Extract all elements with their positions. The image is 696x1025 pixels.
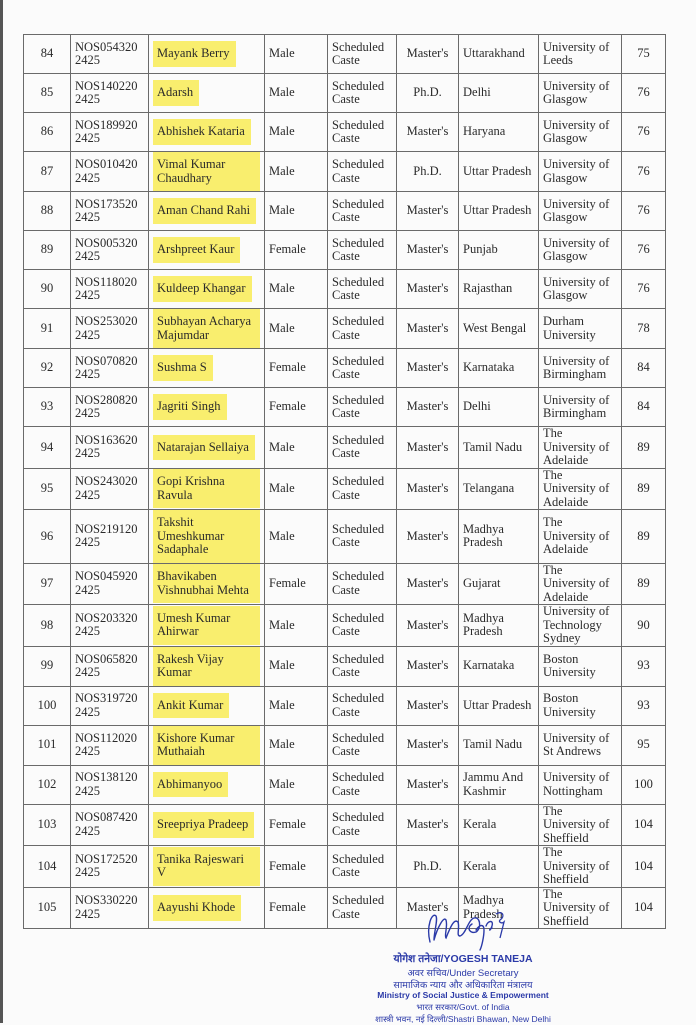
- application-id-cell: NOS330220 2425: [71, 887, 149, 929]
- course-cell: Master's: [397, 468, 459, 510]
- highlighted-name: Rakesh Vijay Kumar: [153, 647, 260, 686]
- rank-cell: 93: [622, 686, 666, 725]
- state-cell: Punjab: [459, 231, 539, 270]
- university-cell: University of Leeds: [539, 35, 622, 74]
- category-cell: Scheduled Caste: [328, 605, 397, 647]
- application-id-cell: NOS087420 2425: [71, 804, 149, 846]
- state-cell: Delhi: [459, 74, 539, 113]
- university-cell: The University of Adelaide: [539, 468, 622, 510]
- rank-cell: 100: [622, 765, 666, 804]
- table-row: [24, 231, 666, 270]
- gender-cell: Female: [265, 231, 328, 270]
- gender-cell: Female: [265, 388, 328, 427]
- rank-cell: 76: [622, 192, 666, 231]
- course-cell: Master's: [397, 887, 459, 929]
- highlighted-name: Bhavikaben Vishnubhai Mehta: [153, 564, 260, 603]
- table-row: [24, 646, 666, 686]
- serial-number-cell: 90: [24, 270, 71, 309]
- gender-cell: Male: [265, 74, 328, 113]
- serial-number-cell: 97: [24, 563, 71, 605]
- gender-cell: Male: [265, 270, 328, 309]
- university-cell: The University of Sheffield: [539, 846, 622, 888]
- highlighted-name: Jagriti Singh: [153, 394, 227, 420]
- state-cell: West Bengal: [459, 309, 539, 349]
- gender-cell: Female: [265, 804, 328, 846]
- serial-number-cell: 94: [24, 427, 71, 469]
- category-cell: Scheduled Caste: [328, 231, 397, 270]
- highlighted-name: Takshit Umeshkumar Sadaphale: [153, 510, 260, 563]
- course-cell: Ph.D.: [397, 846, 459, 888]
- serial-number-cell: 87: [24, 152, 71, 192]
- course-cell: Master's: [397, 192, 459, 231]
- state-cell: Kerala: [459, 846, 539, 888]
- state-cell: Madhya Pradesh: [459, 605, 539, 647]
- rank-cell: 75: [622, 35, 666, 74]
- rank-cell: 76: [622, 113, 666, 152]
- course-cell: Master's: [397, 309, 459, 349]
- state-cell: Tamil Nadu: [459, 725, 539, 765]
- highlighted-name: Kishore Kumar Muthaiah: [153, 726, 260, 765]
- serial-number-cell: 99: [24, 646, 71, 686]
- table-row: [24, 804, 666, 846]
- highlighted-name: Mayank Berry: [153, 41, 236, 67]
- candidate-name-cell: [149, 765, 265, 804]
- category-cell: Scheduled Caste: [328, 725, 397, 765]
- gender-cell: Male: [265, 468, 328, 510]
- application-id-cell: NOS112020 2425: [71, 725, 149, 765]
- highlighted-name: Abhishek Kataria: [153, 119, 251, 145]
- gender-cell: Male: [265, 510, 328, 564]
- candidate-name-cell: [149, 510, 265, 564]
- application-id-cell: NOS070820 2425: [71, 349, 149, 388]
- course-cell: Master's: [397, 563, 459, 605]
- university-cell: The University of Adelaide: [539, 563, 622, 605]
- candidate-name-cell: [149, 309, 265, 349]
- application-id-cell: NOS065820 2425: [71, 646, 149, 686]
- state-cell: Uttar Pradesh: [459, 152, 539, 192]
- rank-cell: 95: [622, 725, 666, 765]
- application-id-cell: NOS118020 2425: [71, 270, 149, 309]
- course-cell: Master's: [397, 605, 459, 647]
- category-cell: Scheduled Caste: [328, 427, 397, 469]
- application-id-cell: NOS203320 2425: [71, 605, 149, 647]
- category-cell: Scheduled Caste: [328, 563, 397, 605]
- serial-number-cell: 100: [24, 686, 71, 725]
- gender-cell: Male: [265, 765, 328, 804]
- state-cell: Rajasthan: [459, 270, 539, 309]
- rank-cell: 90: [622, 605, 666, 647]
- highlighted-name: Sushma S: [153, 355, 213, 381]
- application-id-cell: NOS253020 2425: [71, 309, 149, 349]
- course-cell: Master's: [397, 804, 459, 846]
- table-row: [24, 35, 666, 74]
- candidate-name-cell: [149, 605, 265, 647]
- serial-number-cell: 95: [24, 468, 71, 510]
- signature-icon: [422, 906, 512, 952]
- serial-number-cell: 93: [24, 388, 71, 427]
- candidate-name-cell: [149, 270, 265, 309]
- table-row: [24, 192, 666, 231]
- gender-cell: Male: [265, 646, 328, 686]
- gender-cell: Male: [265, 686, 328, 725]
- serial-number-cell: 91: [24, 309, 71, 349]
- serial-number-cell: 89: [24, 231, 71, 270]
- highlighted-name: Natarajan Sellaiya: [153, 435, 255, 461]
- rank-cell: 104: [622, 887, 666, 929]
- category-cell: Scheduled Caste: [328, 510, 397, 564]
- university-cell: Boston University: [539, 646, 622, 686]
- highlighted-name: Kuldeep Khangar: [153, 276, 252, 302]
- application-id-cell: NOS172520 2425: [71, 846, 149, 888]
- candidate-name-cell: [149, 804, 265, 846]
- course-cell: Master's: [397, 113, 459, 152]
- rank-cell: 76: [622, 270, 666, 309]
- candidate-name-cell: [149, 646, 265, 686]
- gender-cell: Male: [265, 309, 328, 349]
- course-cell: Master's: [397, 388, 459, 427]
- university-cell: University of Birmingham: [539, 388, 622, 427]
- gender-cell: Female: [265, 887, 328, 929]
- table-row: [24, 686, 666, 725]
- serial-number-cell: 103: [24, 804, 71, 846]
- page-edge: [0, 0, 3, 1023]
- serial-number-cell: 102: [24, 765, 71, 804]
- application-id-cell: NOS140220 2425: [71, 74, 149, 113]
- table-row: [24, 510, 666, 564]
- university-cell: The University of Adelaide: [539, 510, 622, 564]
- serial-number-cell: 86: [24, 113, 71, 152]
- application-id-cell: NOS054320 2425: [71, 35, 149, 74]
- application-id-cell: NOS173520 2425: [71, 192, 149, 231]
- category-cell: Scheduled Caste: [328, 646, 397, 686]
- serial-number-cell: 88: [24, 192, 71, 231]
- table-row: [24, 388, 666, 427]
- application-id-cell: NOS010420 2425: [71, 152, 149, 192]
- category-cell: Scheduled Caste: [328, 388, 397, 427]
- application-id-cell: NOS163620 2425: [71, 427, 149, 469]
- state-cell: Haryana: [459, 113, 539, 152]
- table-row: [24, 349, 666, 388]
- stamp-govt: भारत सरकार/Govt. of India: [416, 1002, 510, 1012]
- university-cell: Durham University: [539, 309, 622, 349]
- highlighted-name: Ankit Kumar: [153, 693, 229, 719]
- university-cell: University of Glasgow: [539, 74, 622, 113]
- application-id-cell: NOS189920 2425: [71, 113, 149, 152]
- course-cell: Master's: [397, 765, 459, 804]
- state-cell: Karnataka: [459, 349, 539, 388]
- university-cell: Boston University: [539, 686, 622, 725]
- table-row: [24, 725, 666, 765]
- stamp-address: शास्त्री भवन, नई दिल्ली/Shastri Bhawan, New Delhi: [375, 1014, 551, 1024]
- category-cell: Scheduled Caste: [328, 765, 397, 804]
- category-cell: Scheduled Caste: [328, 152, 397, 192]
- category-cell: Scheduled Caste: [328, 74, 397, 113]
- candidate-name-cell: [149, 846, 265, 888]
- table-row: [24, 152, 666, 192]
- highlighted-name: Umesh Kumar Ahirwar: [153, 606, 260, 645]
- university-cell: The University of Adelaide: [539, 427, 622, 469]
- application-id-cell: NOS219120 2425: [71, 510, 149, 564]
- highlighted-name: Aayushi Khode: [153, 895, 241, 921]
- course-cell: Ph.D.: [397, 74, 459, 113]
- candidate-name-cell: [149, 388, 265, 427]
- candidate-name-cell: [149, 686, 265, 725]
- highlighted-name: Subhayan Acharya Majumdar: [153, 309, 260, 348]
- application-id-cell: NOS045920 2425: [71, 563, 149, 605]
- gender-cell: Female: [265, 349, 328, 388]
- candidate-name-cell: [149, 152, 265, 192]
- rank-cell: 89: [622, 468, 666, 510]
- serial-number-cell: 84: [24, 35, 71, 74]
- serial-number-cell: 96: [24, 510, 71, 564]
- table-row: [24, 846, 666, 888]
- candidate-name-cell: [149, 563, 265, 605]
- rank-cell: 76: [622, 152, 666, 192]
- university-cell: University of Glasgow: [539, 270, 622, 309]
- table-row: [24, 74, 666, 113]
- table-row: [24, 468, 666, 510]
- state-cell: Karnataka: [459, 646, 539, 686]
- state-cell: Madhya Pradesh: [459, 510, 539, 564]
- gender-cell: Male: [265, 113, 328, 152]
- application-id-cell: NOS138120 2425: [71, 765, 149, 804]
- table-row: [24, 765, 666, 804]
- stamp-designation: अवर सचिव/Under Secretary: [407, 968, 519, 979]
- university-cell: University of Glasgow: [539, 192, 622, 231]
- candidate-name-cell: [149, 468, 265, 510]
- table-row: [24, 605, 666, 647]
- highlighted-name: Sreepriya Pradeep: [153, 812, 254, 838]
- university-cell: University of Birmingham: [539, 349, 622, 388]
- category-cell: Scheduled Caste: [328, 349, 397, 388]
- rank-cell: 89: [622, 427, 666, 469]
- course-cell: Master's: [397, 231, 459, 270]
- state-cell: Madhya Pradesh: [459, 887, 539, 929]
- candidate-name-cell: [149, 725, 265, 765]
- application-id-cell: NOS280820 2425: [71, 388, 149, 427]
- category-cell: Scheduled Caste: [328, 846, 397, 888]
- table-row: [24, 270, 666, 309]
- category-cell: Scheduled Caste: [328, 35, 397, 74]
- course-cell: Ph.D.: [397, 152, 459, 192]
- university-cell: The University of Sheffield: [539, 887, 622, 929]
- university-cell: University of Glasgow: [539, 113, 622, 152]
- course-cell: Master's: [397, 686, 459, 725]
- table-row: [24, 887, 666, 929]
- serial-number-cell: 105: [24, 887, 71, 929]
- state-cell: Delhi: [459, 388, 539, 427]
- application-id-cell: NOS243020 2425: [71, 468, 149, 510]
- university-cell: University of Technology Sydney: [539, 605, 622, 647]
- highlighted-name: Vimal Kumar Chaudhary: [153, 152, 260, 191]
- candidate-name-cell: [149, 427, 265, 469]
- category-cell: Scheduled Caste: [328, 309, 397, 349]
- rank-cell: 89: [622, 510, 666, 564]
- highlighted-name: Arshpreet Kaur: [153, 237, 240, 263]
- course-cell: Master's: [397, 270, 459, 309]
- highlighted-name: Adarsh: [153, 80, 199, 106]
- serial-number-cell: 85: [24, 74, 71, 113]
- stamp-ministry-english: Ministry of Social Justice & Empowerment: [377, 990, 549, 1000]
- university-cell: University of Glasgow: [539, 152, 622, 192]
- highlighted-name: Gopi Krishna Ravula: [153, 469, 260, 508]
- gender-cell: Male: [265, 192, 328, 231]
- category-cell: Scheduled Caste: [328, 804, 397, 846]
- highlighted-name: Aman Chand Rahi: [153, 198, 256, 224]
- category-cell: Scheduled Caste: [328, 113, 397, 152]
- category-cell: Scheduled Caste: [328, 270, 397, 309]
- rank-cell: 104: [622, 846, 666, 888]
- highlighted-name: Abhimanyoo: [153, 772, 228, 798]
- serial-number-cell: 98: [24, 605, 71, 647]
- state-cell: Telangana: [459, 468, 539, 510]
- category-cell: Scheduled Caste: [328, 192, 397, 231]
- gender-cell: Male: [265, 152, 328, 192]
- candidate-name-cell: [149, 74, 265, 113]
- candidate-name-cell: [149, 35, 265, 74]
- state-cell: Gujarat: [459, 563, 539, 605]
- state-cell: Uttar Pradesh: [459, 686, 539, 725]
- table-row: [24, 113, 666, 152]
- rank-cell: 76: [622, 74, 666, 113]
- category-cell: Scheduled Caste: [328, 468, 397, 510]
- course-cell: Master's: [397, 646, 459, 686]
- stamp-name: योगेश तनेजा/YOGESH TANEJA: [393, 953, 533, 965]
- gender-cell: Male: [265, 605, 328, 647]
- state-cell: Kerala: [459, 804, 539, 846]
- gender-cell: Male: [265, 725, 328, 765]
- category-cell: Scheduled Caste: [328, 887, 397, 929]
- rank-cell: 89: [622, 563, 666, 605]
- stamp-ministry-hindi: सामाजिक न्याय और अधिकारिता मंत्रालय: [393, 980, 533, 991]
- application-id-cell: NOS005320 2425: [71, 231, 149, 270]
- course-cell: Master's: [397, 349, 459, 388]
- application-id-cell: NOS319720 2425: [71, 686, 149, 725]
- course-cell: Master's: [397, 427, 459, 469]
- candidate-name-cell: [149, 231, 265, 270]
- course-cell: Master's: [397, 35, 459, 74]
- rank-cell: 76: [622, 231, 666, 270]
- rank-cell: 104: [622, 804, 666, 846]
- candidate-name-cell: [149, 113, 265, 152]
- university-cell: University of Glasgow: [539, 231, 622, 270]
- rank-cell: 84: [622, 349, 666, 388]
- serial-number-cell: 101: [24, 725, 71, 765]
- candidate-name-cell: [149, 192, 265, 231]
- university-cell: University of Nottingham: [539, 765, 622, 804]
- serial-number-cell: 92: [24, 349, 71, 388]
- serial-number-cell: 104: [24, 846, 71, 888]
- highlighted-name: Tanika Rajeswari V: [153, 847, 260, 886]
- gender-cell: Female: [265, 563, 328, 605]
- course-cell: Master's: [397, 725, 459, 765]
- rank-cell: 93: [622, 646, 666, 686]
- table-row: [24, 427, 666, 469]
- university-cell: The University of Sheffield: [539, 804, 622, 846]
- rank-cell: 84: [622, 388, 666, 427]
- table-row: [24, 309, 666, 349]
- state-cell: Jammu And Kashmir: [459, 765, 539, 804]
- rank-cell: 78: [622, 309, 666, 349]
- gender-cell: Male: [265, 35, 328, 74]
- candidate-name-cell: [149, 349, 265, 388]
- university-cell: University of St Andrews: [539, 725, 622, 765]
- state-cell: Uttar Pradesh: [459, 192, 539, 231]
- candidate-name-cell: [149, 887, 265, 929]
- course-cell: Master's: [397, 510, 459, 564]
- gender-cell: Female: [265, 846, 328, 888]
- state-cell: Uttarakhand: [459, 35, 539, 74]
- state-cell: Tamil Nadu: [459, 427, 539, 469]
- category-cell: Scheduled Caste: [328, 686, 397, 725]
- gender-cell: Male: [265, 427, 328, 469]
- scholarship-table: [23, 34, 666, 929]
- table-row: [24, 563, 666, 605]
